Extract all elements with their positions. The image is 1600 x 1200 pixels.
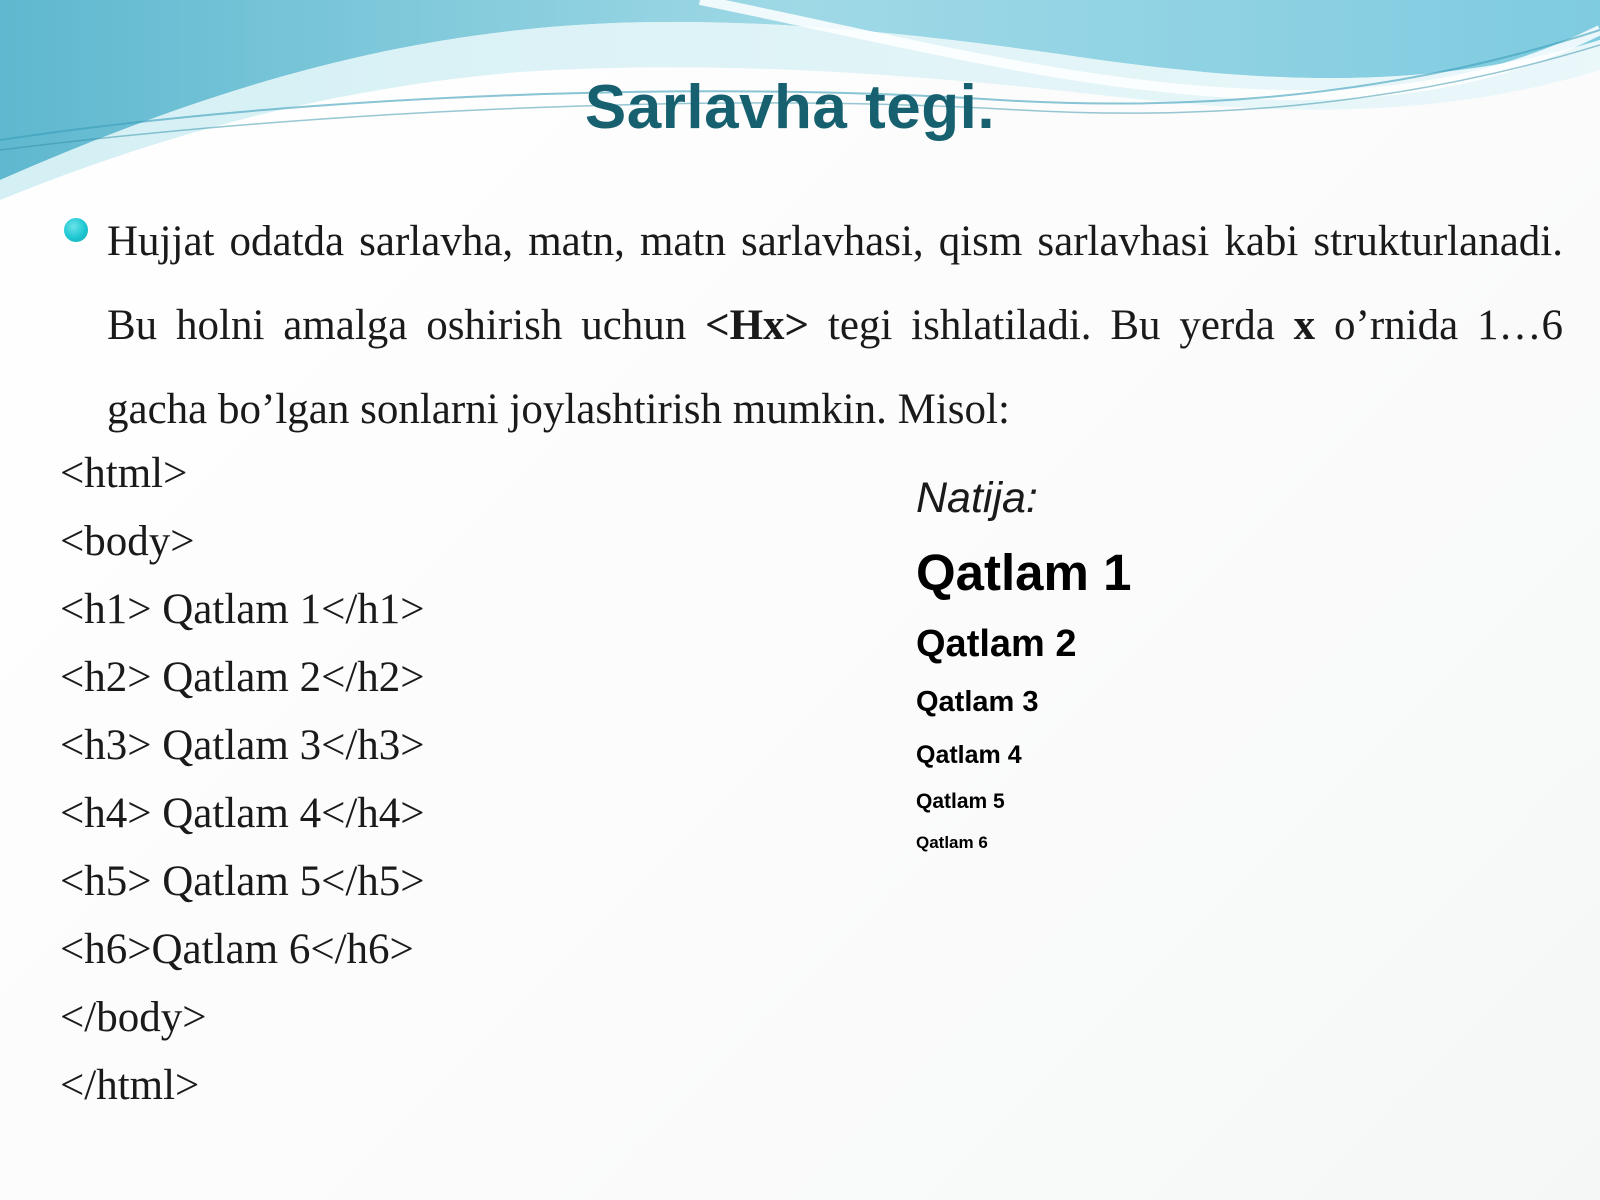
- slide-title: Sarlavha tegi.: [584, 73, 996, 142]
- code-line: <h1> Qatlam 1</h1>: [60, 586, 425, 633]
- paragraph-tag-bold: <Hx>: [705, 302, 810, 349]
- code-line: <h6>Qatlam 6</h6>: [60, 926, 414, 973]
- body-paragraph: [107, 200, 1563, 452]
- code-line: </body>: [60, 994, 207, 1041]
- result-label: Natija:: [916, 474, 1038, 522]
- code-line: <html>: [60, 450, 188, 497]
- code-example: [60, 440, 760, 1120]
- code-line: <h5> Qatlam 5</h5>: [60, 858, 425, 905]
- code-line: <h3> Qatlam 3</h3>: [60, 722, 425, 769]
- code-line: <h4> Qatlam 4</h4>: [60, 790, 425, 837]
- paragraph-text-3: o’rnida 1…6 gacha bo’lgan sonlarni joylashtirish mumkin. Misol:: [107, 302, 1563, 433]
- result-heading-6: Qatlam 6: [916, 833, 988, 852]
- result-heading-3: Qatlam 3: [916, 686, 1039, 718]
- paragraph-x-bold: x: [1293, 302, 1316, 349]
- code-line: <h2> Qatlam 2</h2>: [60, 654, 425, 701]
- result-heading-4: Qatlam 4: [916, 741, 1022, 769]
- code-line: <body>: [60, 518, 195, 565]
- paragraph-text-1: Hujjat odatda sarlavha, matn, matn sarlavhasi, qism sarlavhasi kabi strukturlanadi. Bu holni amalga oshirish uchun: [107, 218, 1563, 349]
- bullet-dot-icon: [64, 218, 88, 242]
- result-heading-1: Qatlam 1: [916, 544, 1132, 601]
- result-panel: [916, 470, 1556, 858]
- result-heading-2: Qatlam 2: [916, 623, 1077, 665]
- code-line: </html>: [60, 1062, 200, 1109]
- paragraph-text-2: tegi ishlatiladi. Bu yerda: [809, 302, 1294, 349]
- result-heading-5: Qatlam 5: [916, 790, 1005, 813]
